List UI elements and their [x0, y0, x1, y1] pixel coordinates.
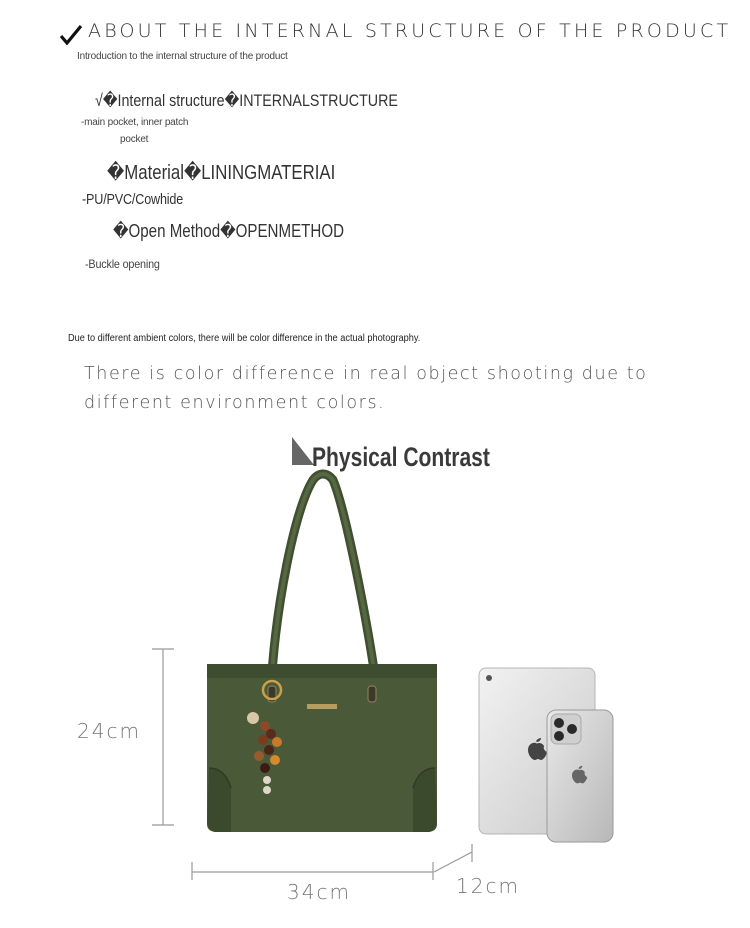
width-label: 34cm — [287, 880, 351, 904]
section-subheading: Introduction to the internal structure of the product — [77, 51, 288, 62]
section-heading: ABOUT THE INTERNAL STRUCTURE OF THE PRODUCT — [88, 20, 732, 42]
physical-contrast-title: Physical Contrast — [312, 442, 490, 472]
spec-internal-structure-value: -main pocket, inner patch — [81, 117, 189, 128]
height-dimension-line — [152, 648, 174, 826]
height-label: 24cm — [77, 719, 141, 743]
depth-dimension-line — [432, 842, 477, 876]
spec-open-method-title: �Open Method�OPENMETHOD — [113, 221, 344, 241]
spec-material-title: �Material�LININGMATERIAI — [107, 162, 336, 184]
phone-image — [546, 709, 614, 843]
spec-open-method-value: -Buckle opening — [85, 257, 160, 271]
spec-internal-structure-value-cont: pocket — [120, 134, 149, 145]
color-note-large: There is color difference in real object shooting due to different environment colors. — [84, 364, 648, 413]
checkmark-icon — [60, 25, 82, 45]
corner-flag-icon — [292, 437, 314, 465]
tote-bag-image — [195, 468, 450, 838]
color-note-small: Due to different ambient colors, there will be color difference in the actual photography. — [68, 333, 421, 344]
depth-label: 12cm — [456, 874, 520, 898]
spec-internal-structure-title: √�Internal structure�INTERNALSTRUCTURE — [95, 91, 398, 110]
width-dimension-line — [190, 858, 435, 882]
spec-material-value: -PU/PVC/Cowhide — [82, 191, 184, 208]
